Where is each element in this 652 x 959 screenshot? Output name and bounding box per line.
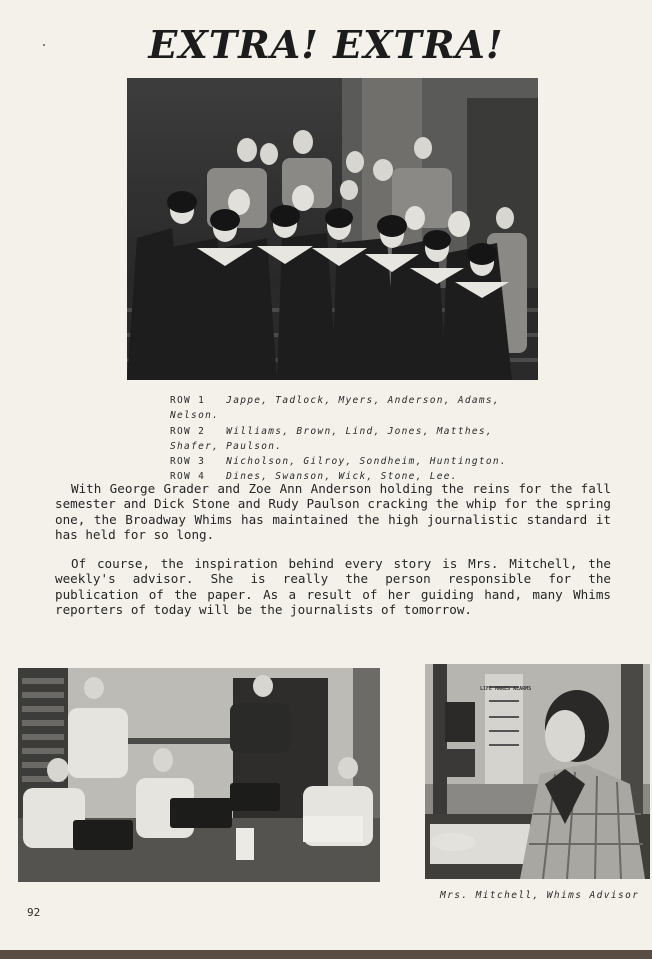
caption-row-1-continuation: Nelson.	[170, 410, 220, 422]
row-names: Williams, Brown, Lind, Jones, Matthes,	[226, 425, 493, 437]
caption-row-1	[170, 393, 510, 408]
row-names: Jappe, Tadlock, Myers, Anderson, Adams,	[226, 395, 500, 406]
paragraph-text: Of course, the inspiration behind every story is Mrs. Mitchell, the weekly's advisor. She is really the person responsible for the publication of the paper. As a result of her guiding hand, many Whims reporters of today will be the journalists of tomorrow.	[55, 556, 611, 618]
row-names: Nicholson, Gilroy, Sondheim, Huntington.	[226, 456, 507, 468]
row-label: ROW 1	[170, 395, 206, 406]
advisor-photo-caption: Mrs. Mitchell, Whims Advisor	[440, 890, 640, 901]
newsroom-photo	[18, 668, 380, 882]
page-number: 92	[27, 906, 41, 919]
bulletin-board-heading: LIFE MAKES ALARMS	[480, 686, 532, 692]
row-label: ROW 3	[170, 456, 206, 468]
caption-row-3	[170, 454, 510, 469]
caption-row-2-continuation: Shafer, Paulson.	[170, 440, 283, 452]
row-label: ROW 4	[170, 471, 206, 483]
page-headline: EXTRA! EXTRA!	[148, 22, 504, 67]
body-paragraph-1	[55, 481, 611, 543]
group-photo	[127, 78, 538, 380]
caption-row-2	[170, 424, 510, 439]
page-edge	[0, 950, 652, 959]
paragraph-text: With George Grader and Zoe Ann Anderson holding the reins for the fall semester and Dick Stone and Rudy Paulson cracking the whip for the spring one, the Broadway Whims has maintained the high journalistic standard it has held for so long.	[55, 481, 611, 543]
row-label: ROW 2	[170, 425, 206, 437]
group-photo-caption	[170, 393, 510, 485]
advisor-photo	[425, 664, 650, 879]
row-names: Dines, Swanson, Wick, Stone, Lee.	[226, 471, 458, 483]
body-paragraph-2	[55, 556, 611, 618]
